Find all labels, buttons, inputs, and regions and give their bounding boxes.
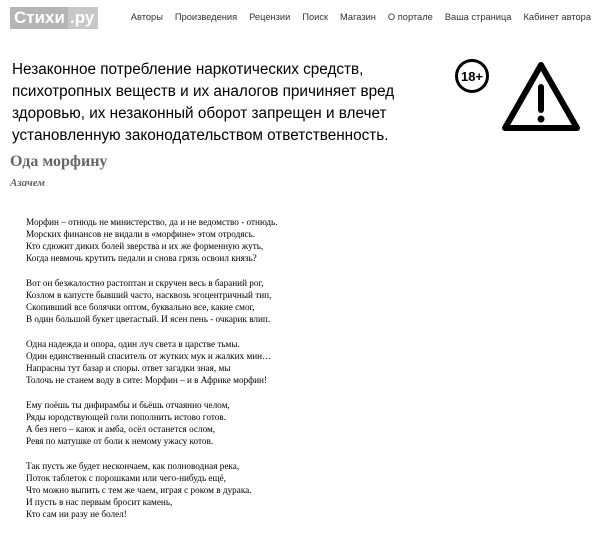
warning-triangle-icon <box>500 60 582 134</box>
logo-text-domain: .ру <box>68 7 98 29</box>
poem-line: Морфин – отнюдь не министерство, да и не ведомство - отнюдь. <box>26 217 278 227</box>
site-header <box>0 0 600 40</box>
poem-line: Морских финансов не видали в «морфине» этом отродясь. <box>26 229 256 240</box>
main-nav <box>131 12 591 22</box>
poem-line: Вот он безжалостно растоптан и скручен весь в бараний рог, <box>26 277 264 288</box>
poem-line: Ему поёшь ты дифирамбы и бьёшь отчаянно челом, <box>26 399 230 410</box>
poem-line: Скопивший все болячки оптом, буквально все, какие смог, <box>26 302 255 313</box>
poem-line: Что можно выпить с тем же чаем, играя с роком в дурака. <box>26 484 252 495</box>
poem-line: И пусть в нас первым бросит камень, <box>26 496 173 507</box>
poem-line: Напрасны тут базар и споры. ответ загадки зная, мы <box>26 362 231 373</box>
drug-warning-text: Незаконное потребление наркотических средств, психотропных веществ и их аналогов причиняет вред здоровью, их незаконный оборот запрещен и влечет установленную законодательством ответственность. <box>12 61 395 144</box>
poem-line: Когда невмочь крутить педали и снова грязь освоил князь? <box>26 253 257 264</box>
poem-stanza <box>26 399 586 447</box>
poem-line: Поток таблеток с порошками или чего-нибудь ещё, <box>26 472 226 483</box>
poem-line: Ревя по матушке от боли к немому ужасу котов. <box>26 435 214 446</box>
poem-line: Кто сам ни разу не болел! <box>26 508 127 519</box>
poem-text <box>26 216 586 532</box>
poem-line: Так пусть же будет нескончаем, как полноводная река, <box>26 460 240 471</box>
poem-stanza <box>26 338 586 386</box>
poem-author-link[interactable]: Азачем <box>10 177 45 189</box>
poem-line: Толочь не станем воду в сите: Морфин – и в Африке морфин! <box>26 375 268 386</box>
nav-about[interactable]: О портале <box>387 12 433 22</box>
poem-line: Один единственный спаситель от жутких мук и жалких мин… <box>26 350 272 361</box>
poem-line: В один большой букет цветастый. И ясен пень - очкарик влип. <box>26 314 271 325</box>
age-18-badge: 18+ <box>455 59 489 93</box>
nav-reviews[interactable]: Рецензии <box>249 12 291 22</box>
nav-author-cabinet[interactable]: Кабинет автора <box>523 12 591 22</box>
site-logo[interactable] <box>10 7 98 29</box>
poem-line: Козлом в капусте бывший часто, насквозь эгоцентричный тип, <box>26 289 272 300</box>
poem-line: А без него – каюк и амба, осёл останется ослом, <box>26 423 216 434</box>
nav-authors[interactable]: Авторы <box>130 12 163 22</box>
nav-works[interactable]: Произведения <box>174 12 238 22</box>
nav-shop[interactable]: Магазин <box>340 12 376 22</box>
logo-text-main: Стихи <box>10 7 68 29</box>
poem-line: Одна надежда и опора, один луч света в царстве тьмы. <box>26 338 240 349</box>
poem-line: Ряды юродствующей голи пополнить истово готов. <box>26 411 226 422</box>
nav-your-page[interactable]: Ваша страница <box>444 12 512 22</box>
poem-stanza <box>26 277 586 325</box>
poem-line: Кто сдюжит диких болей зверства и их же форменную жуть, <box>26 241 264 252</box>
poem-title: Ода морфину <box>10 153 108 170</box>
poem-stanza <box>26 216 586 264</box>
poem-stanza <box>26 460 586 520</box>
nav-search[interactable]: Поиск <box>302 12 329 22</box>
